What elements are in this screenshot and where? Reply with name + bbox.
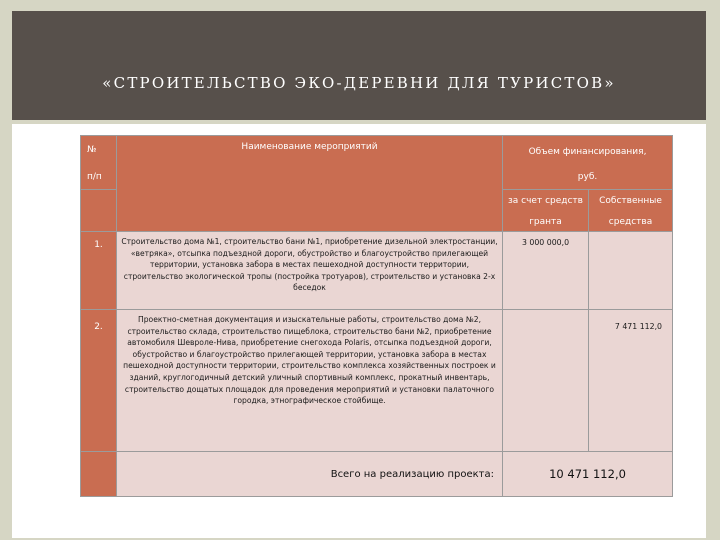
header-number-line2: п/п xyxy=(87,171,102,182)
title-banner xyxy=(12,11,706,120)
header-own-line1: Собственные xyxy=(599,196,662,207)
row-description: Строительство дома №1, строительство бани №1, приобретение дизельной электростанции, «ветряка», отсыпка подъездной дороги, обустройство и благоустройство прилегающей территории, установка забора в местах пешеходной доступности территории, строительство экологической тропы (постройка тротуаров), строительство и установка 2-х беседок xyxy=(117,232,503,310)
row-own-amount xyxy=(589,232,673,310)
header-grant xyxy=(503,190,589,213)
header-own xyxy=(589,190,673,213)
header-own-line2: средства xyxy=(608,216,653,227)
row-description: Проектно-сметная документация и изыскательные работы, строительство дома №2, строительство склада, строительство пищеблока, строительство бани №2, приобретение автомобиля Шевроле-Нива, приобретение снегохода Polaris, отсыпка подъездной дороги, обустройство и благоустройство прилегающей территории, установка забора в местах пешеходной доступности территории, строительство комплекса хозяйственных построек и зданий, круглогодичный детский уличный спортивный комплекс, прокатный инвентарь, строительство дощатых площадок для проведения мероприятий и установки палаточного городка, этнографическое стойбище. xyxy=(117,310,503,452)
header-financing xyxy=(503,136,673,165)
header-financing-cont xyxy=(503,165,673,190)
header-financing-line1: Объем финансирования, xyxy=(528,147,647,158)
table-row xyxy=(81,310,673,452)
header-number xyxy=(81,136,117,165)
header-name-label: Наименование мероприятий xyxy=(241,142,378,152)
header-number-cont xyxy=(81,165,117,190)
row-own-amount: 7 471 112,0 xyxy=(589,310,673,452)
header-grant-line1: за счет средств xyxy=(508,196,583,207)
header-own-cont xyxy=(589,213,673,232)
header-grant-line2: гранта xyxy=(529,216,562,227)
total-value: 10 471 112,0 xyxy=(503,452,673,497)
total-row xyxy=(81,452,673,497)
row-grant-amount xyxy=(503,310,589,452)
total-number-cell xyxy=(81,452,117,497)
header-grant-cont xyxy=(503,213,589,232)
header-number-line1: № xyxy=(87,145,97,156)
total-label: Всего на реализацию проекта: xyxy=(117,452,503,497)
row-grant-amount: 3 000 000,0 xyxy=(503,232,589,310)
row-number: 1. xyxy=(81,232,117,310)
row-number: 2. xyxy=(81,310,117,452)
table-row xyxy=(81,232,673,310)
header-name xyxy=(117,136,503,232)
header-financing-line2: руб. xyxy=(577,171,598,182)
page-title: «СТРОИТЕЛЬСТВО ЭКО-ДЕРЕВНИ ДЛЯ ТУРИСТОВ» xyxy=(102,74,616,92)
header-number-empty xyxy=(81,190,117,232)
financing-table xyxy=(80,135,673,497)
